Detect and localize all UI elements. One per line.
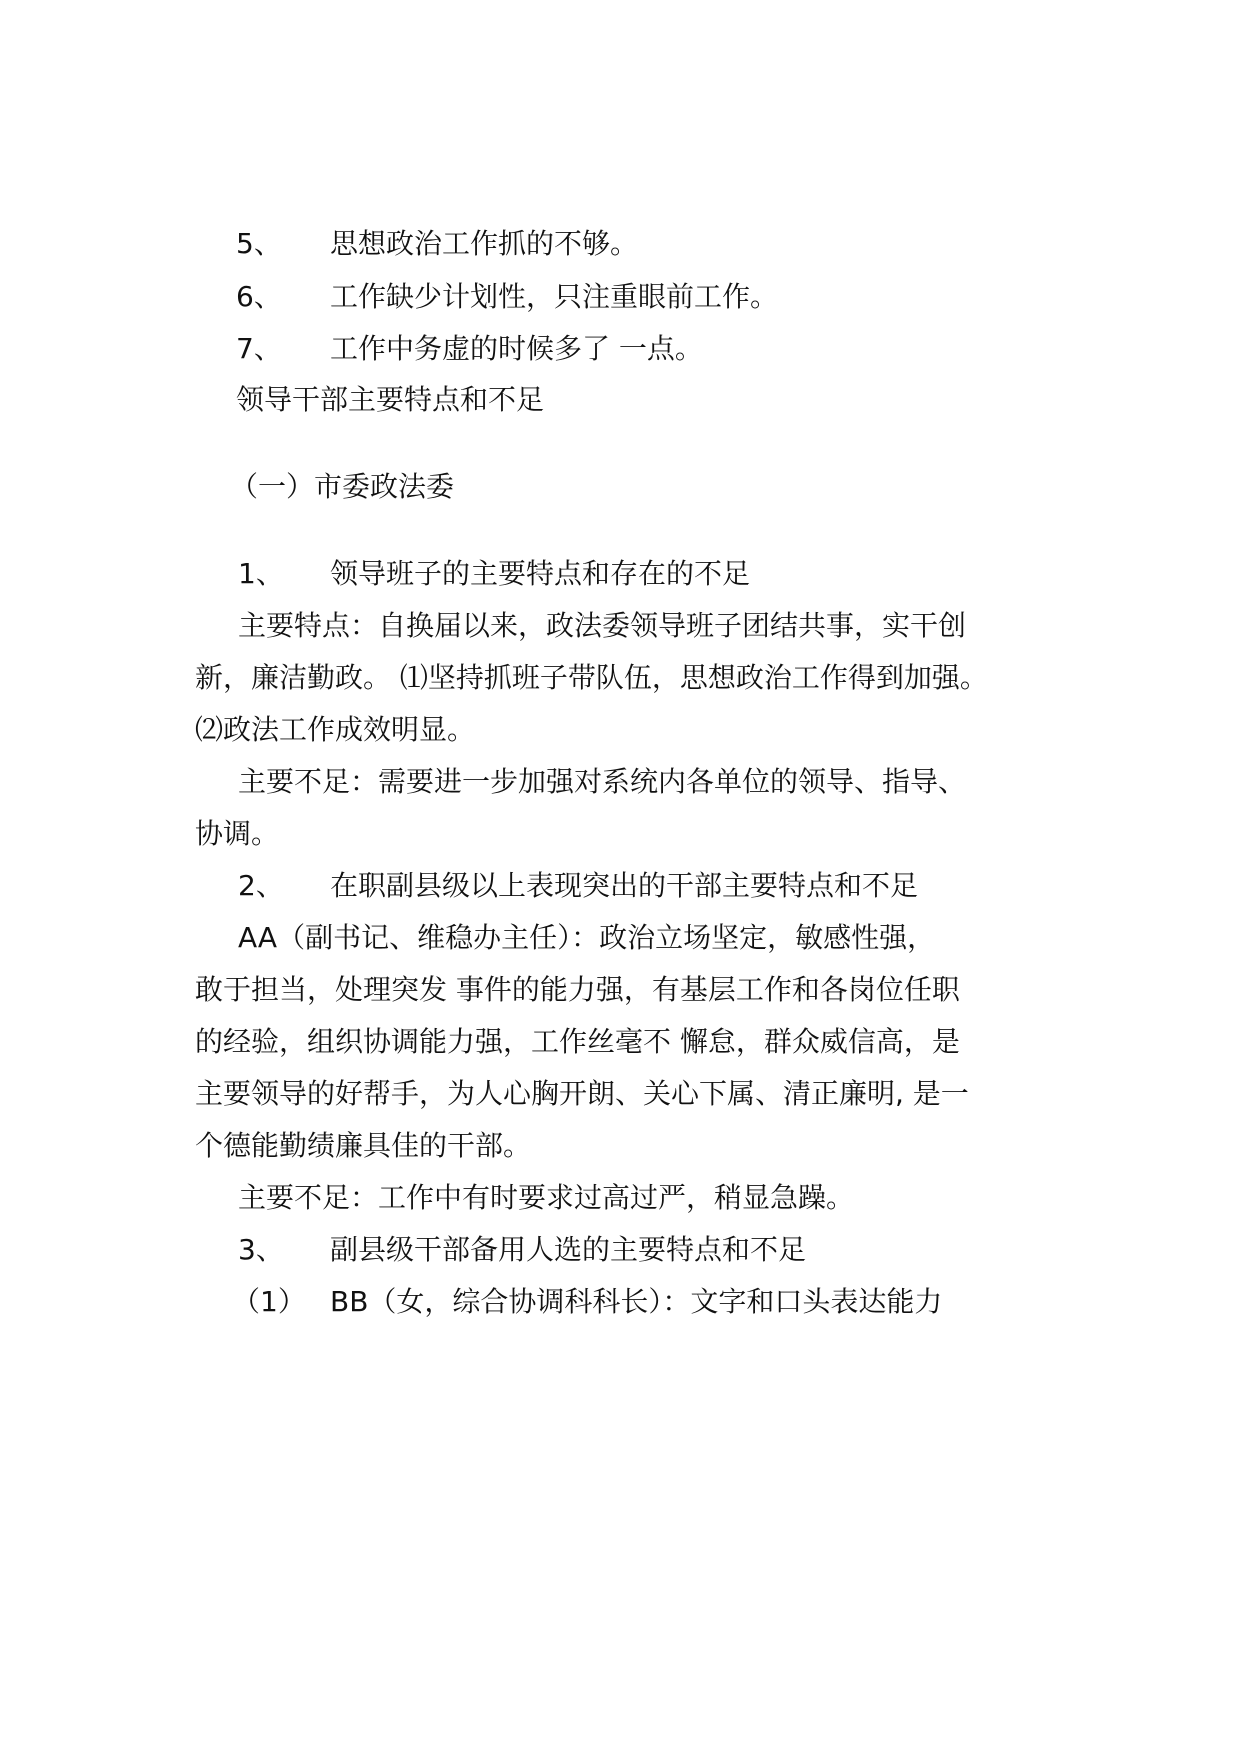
paragraph-line: 个德能勤绩廉具佳的干部。	[195, 1129, 532, 1162]
paragraph-line: 的经验，组织协调能力强，工作丝毫不 懈怠，群众威信高，是	[195, 1025, 960, 1058]
paragraph-line: AA（副书记、维稳办主任）：政治立场坚定，敏感性强，	[238, 921, 936, 954]
paragraph-line: 主要不足：需要进一步加强对系统内各单位的领导、指导、	[238, 765, 967, 798]
list-item-text: BB（女，综合协调科科长）：文字和口头表达能力	[330, 1285, 943, 1318]
list-number: 1、	[238, 557, 284, 590]
paragraph-line: 主要特点：自换届以来，政法委领导班子团结共事，实干创	[238, 609, 967, 642]
paragraph-line: 协调。	[195, 817, 280, 850]
list-number: 2、	[238, 869, 284, 902]
paragraph-line: 主要不足：工作中有时要求过高过严，稍显急躁。	[238, 1181, 855, 1214]
paragraph-line: 新，廉洁勤政。 ⑴坚持抓班子带队伍，思想政治工作得到加强。	[195, 661, 988, 694]
list-number: 3、	[238, 1233, 284, 1266]
list-item-text: 在职副县级以上表现突出的干部主要特点和不足	[330, 869, 919, 902]
list-number: （1）	[232, 1285, 306, 1318]
paragraph-line: 敢于担当，处理突发 事件的能力强，有基层工作和各岗位任职	[195, 973, 960, 1006]
list-number: 6、	[236, 280, 282, 313]
list-item-text: 副县级干部备用人选的主要特点和不足	[330, 1233, 807, 1266]
list-item-text: 工作缺少计划性，只注重眼前工作。	[330, 280, 779, 313]
paragraph-line: ⑵政法工作成效明显。	[195, 713, 476, 746]
section-heading: 领导干部主要特点和不足	[236, 383, 545, 416]
list-item-text: 领导班子的主要特点和存在的不足	[330, 557, 751, 590]
list-number: 5、	[236, 227, 282, 260]
section-title: （一）市委政法委	[230, 470, 455, 503]
list-item-text: 思想政治工作抓的不够。	[330, 227, 639, 260]
paragraph-line: 主要领导的好帮手，为人心胸开朗、关心下属、清正廉明, 是一	[195, 1077, 969, 1110]
list-item-text: 工作中务虚的时候多了 一点。	[330, 332, 703, 365]
list-number: 7、	[236, 332, 282, 365]
